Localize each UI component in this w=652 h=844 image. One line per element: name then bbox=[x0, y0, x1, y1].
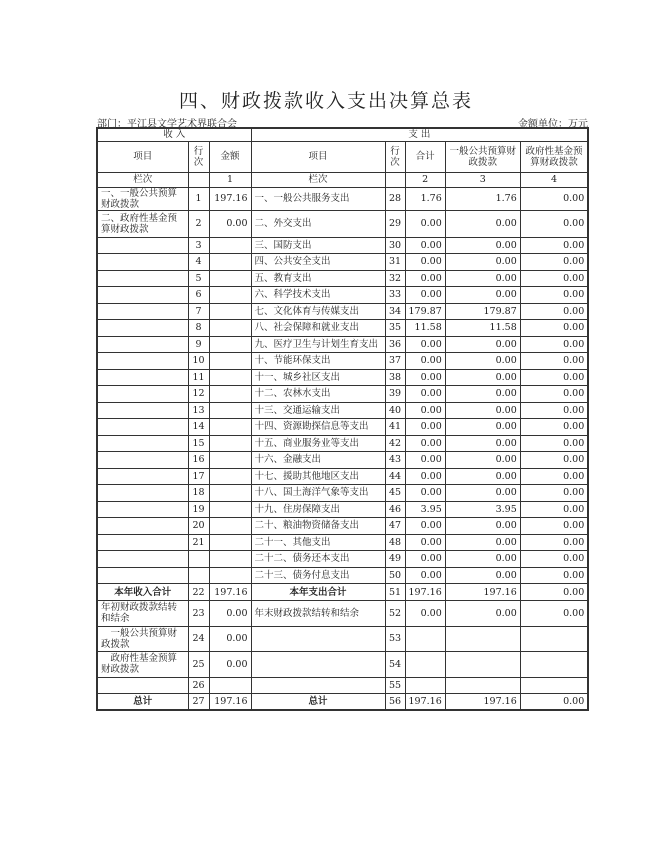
expense-item: 总计 bbox=[251, 694, 385, 711]
expense-item: 十五、商业服务业等支出 bbox=[251, 435, 385, 452]
income-amount bbox=[209, 501, 251, 518]
income-line-no: 22 bbox=[188, 584, 209, 601]
income-line-no: 14 bbox=[188, 419, 209, 436]
general-budget-amount: 0.00 bbox=[445, 369, 520, 386]
expense-total: 11.58 bbox=[405, 320, 445, 337]
expense-total: 0.00 bbox=[405, 419, 445, 436]
expense-line-no: 50 bbox=[385, 567, 405, 584]
income-item: 政府性基金预算财政拨款 bbox=[97, 652, 188, 678]
gov-fund-amount: 0.00 bbox=[520, 402, 588, 419]
income-amount bbox=[209, 287, 251, 304]
gov-fund-amount: 0.00 bbox=[520, 386, 588, 403]
income-amount bbox=[209, 254, 251, 271]
expense-line-no: 32 bbox=[385, 270, 405, 287]
income-item bbox=[97, 369, 188, 386]
general-budget-amount: 0.00 bbox=[445, 452, 520, 469]
income-item bbox=[97, 677, 188, 694]
gov-fund-amount: 0.00 bbox=[520, 501, 588, 518]
income-line-no: 19 bbox=[188, 501, 209, 518]
income-amount bbox=[209, 534, 251, 551]
amount-header: 金额 bbox=[209, 141, 251, 172]
general-budget-amount: 1.76 bbox=[445, 187, 520, 210]
income-item: 一、一般公共预算财政拨款 bbox=[97, 187, 188, 210]
income-line-no: 11 bbox=[188, 369, 209, 386]
expense-item: 十六、金融支出 bbox=[251, 452, 385, 469]
budget-table bbox=[96, 127, 589, 711]
general-budget-amount: 0.00 bbox=[445, 468, 520, 485]
general-budget-amount: 0.00 bbox=[445, 386, 520, 403]
expense-total: 0.00 bbox=[405, 452, 445, 469]
gov-fund-amount: 0.00 bbox=[520, 518, 588, 535]
expense-item: 本年支出合计 bbox=[251, 584, 385, 601]
table-row bbox=[97, 485, 588, 502]
income-item bbox=[97, 270, 188, 287]
income-item bbox=[97, 320, 188, 337]
expense-total: 0.00 bbox=[405, 468, 445, 485]
gov-fund-amount bbox=[520, 652, 588, 678]
general-budget-amount bbox=[445, 652, 520, 678]
expense-item: 九、医疗卫生与计划生育支出 bbox=[251, 336, 385, 353]
expense-total bbox=[405, 652, 445, 678]
gov-fund-amount: 0.00 bbox=[520, 452, 588, 469]
expense-item: 七、文化体育与传媒支出 bbox=[251, 303, 385, 320]
table-row bbox=[97, 694, 588, 711]
gov-fund-amount: 0.00 bbox=[520, 694, 588, 711]
gov-fund-amount bbox=[520, 626, 588, 652]
table-row bbox=[97, 677, 588, 694]
income-item bbox=[97, 353, 188, 370]
gov-fund-amount: 0.00 bbox=[520, 584, 588, 601]
gov-fund-amount: 0.00 bbox=[520, 534, 588, 551]
expense-line-no: 44 bbox=[385, 468, 405, 485]
gov-fund-amount: 0.00 bbox=[520, 237, 588, 254]
expense-line-no: 51 bbox=[385, 584, 405, 601]
expense-total: 0.00 bbox=[405, 435, 445, 452]
expense-header: 支 出 bbox=[251, 128, 588, 141]
col-label: 栏次 bbox=[251, 172, 385, 187]
income-amount bbox=[209, 237, 251, 254]
income-line-no bbox=[188, 567, 209, 584]
income-amount bbox=[209, 303, 251, 320]
income-item bbox=[97, 518, 188, 535]
expense-item bbox=[251, 652, 385, 678]
table-row bbox=[97, 353, 588, 370]
table-row bbox=[97, 567, 588, 584]
income-line-no: 20 bbox=[188, 518, 209, 535]
gov-fund-amount: 0.00 bbox=[520, 551, 588, 568]
income-item bbox=[97, 303, 188, 320]
table-row bbox=[97, 551, 588, 568]
income-item bbox=[97, 551, 188, 568]
table-row bbox=[97, 584, 588, 601]
table-row bbox=[97, 254, 588, 271]
expense-line-no: 39 bbox=[385, 386, 405, 403]
empty-cell bbox=[385, 172, 405, 187]
income-item bbox=[97, 419, 188, 436]
general-budget-amount: 0.00 bbox=[445, 336, 520, 353]
expense-total: 0.00 bbox=[405, 551, 445, 568]
income-line-no bbox=[188, 551, 209, 568]
general-budget-amount: 0.00 bbox=[445, 237, 520, 254]
expense-line-no: 42 bbox=[385, 435, 405, 452]
income-item: 二、政府性基金预算财政拨款 bbox=[97, 210, 188, 237]
income-line-no: 7 bbox=[188, 303, 209, 320]
general-budget-amount bbox=[445, 626, 520, 652]
income-line-no: 17 bbox=[188, 468, 209, 485]
income-line-no: 10 bbox=[188, 353, 209, 370]
general-budget-amount: 0.00 bbox=[445, 601, 520, 627]
gov-fund-amount: 0.00 bbox=[520, 353, 588, 370]
expense-line-no: 35 bbox=[385, 320, 405, 337]
gov-fund-amount: 0.00 bbox=[520, 601, 588, 627]
gov-fund-amount: 0.00 bbox=[520, 369, 588, 386]
income-line-no: 8 bbox=[188, 320, 209, 337]
expense-line-no: 48 bbox=[385, 534, 405, 551]
income-item bbox=[97, 468, 188, 485]
income-line-no: 16 bbox=[188, 452, 209, 469]
table-row bbox=[97, 652, 588, 678]
expense-item: 十一、城乡社区支出 bbox=[251, 369, 385, 386]
table-row bbox=[97, 336, 588, 353]
expense-line-no: 53 bbox=[385, 626, 405, 652]
expense-total: 0.00 bbox=[405, 210, 445, 237]
general-budget-header: 一般公共预算财政拨款 bbox=[445, 141, 520, 172]
expense-item: 八、社会保障和就业支出 bbox=[251, 320, 385, 337]
expense-line-no: 34 bbox=[385, 303, 405, 320]
gov-fund-amount: 0.00 bbox=[520, 320, 588, 337]
expense-total: 179.87 bbox=[405, 303, 445, 320]
income-line-no: 12 bbox=[188, 386, 209, 403]
expense-total: 0.00 bbox=[405, 353, 445, 370]
income-amount bbox=[209, 452, 251, 469]
income-line-no: 23 bbox=[188, 601, 209, 627]
expense-line-no: 54 bbox=[385, 652, 405, 678]
col-4: 4 bbox=[520, 172, 588, 187]
expense-line-no: 31 bbox=[385, 254, 405, 271]
page-title: 四、财政拨款收入支出决算总表 bbox=[178, 90, 473, 112]
general-budget-amount: 0.00 bbox=[445, 402, 520, 419]
expense-line-no: 38 bbox=[385, 369, 405, 386]
expense-total: 0.00 bbox=[405, 237, 445, 254]
expense-line-no: 40 bbox=[385, 402, 405, 419]
expense-total: 0.00 bbox=[405, 386, 445, 403]
income-line-no: 13 bbox=[188, 402, 209, 419]
col-2: 2 bbox=[405, 172, 445, 187]
income-amount bbox=[209, 353, 251, 370]
expense-item bbox=[251, 626, 385, 652]
col-3: 3 bbox=[445, 172, 520, 187]
col-label: 栏次 bbox=[97, 172, 188, 187]
table-row bbox=[97, 601, 588, 627]
expense-item: 二、外交支出 bbox=[251, 210, 385, 237]
expense-line-no: 56 bbox=[385, 694, 405, 711]
income-line-no: 4 bbox=[188, 254, 209, 271]
expense-item: 三、国防支出 bbox=[251, 237, 385, 254]
general-budget-amount: 0.00 bbox=[445, 518, 520, 535]
general-budget-amount: 0.00 bbox=[445, 254, 520, 271]
expense-line-no: 52 bbox=[385, 601, 405, 627]
expense-line-no: 41 bbox=[385, 419, 405, 436]
expense-total: 0.00 bbox=[405, 601, 445, 627]
table-row bbox=[97, 287, 588, 304]
income-line-no: 2 bbox=[188, 210, 209, 237]
expense-item: 十九、住房保障支出 bbox=[251, 501, 385, 518]
income-header: 收 入 bbox=[97, 128, 251, 141]
income-line-no: 1 bbox=[188, 187, 209, 210]
general-budget-amount: 179.87 bbox=[445, 303, 520, 320]
table-row bbox=[97, 468, 588, 485]
expense-line-no: 37 bbox=[385, 353, 405, 370]
income-item bbox=[97, 567, 188, 584]
expense-total: 0.00 bbox=[405, 287, 445, 304]
income-line-no: 24 bbox=[188, 626, 209, 652]
expense-total: 0.00 bbox=[405, 567, 445, 584]
table-row bbox=[97, 187, 588, 210]
expense-item: 十二、农林水支出 bbox=[251, 386, 385, 403]
expense-item: 十七、援助其他地区支出 bbox=[251, 468, 385, 485]
income-amount: 197.16 bbox=[209, 694, 251, 711]
income-amount bbox=[209, 320, 251, 337]
income-amount bbox=[209, 485, 251, 502]
income-amount bbox=[209, 567, 251, 584]
expense-total: 0.00 bbox=[405, 270, 445, 287]
expense-total: 0.00 bbox=[405, 518, 445, 535]
gov-fund-amount: 0.00 bbox=[520, 485, 588, 502]
expense-item: 十三、交通运输支出 bbox=[251, 402, 385, 419]
expense-item: 二十一、其他支出 bbox=[251, 534, 385, 551]
income-item-header: 项目 bbox=[97, 141, 188, 172]
expense-item: 二十三、债务付息支出 bbox=[251, 567, 385, 584]
table-row bbox=[97, 534, 588, 551]
empty-cell bbox=[188, 172, 209, 187]
total-header: 合计 bbox=[405, 141, 445, 172]
expense-item-header: 项目 bbox=[251, 141, 385, 172]
income-item: 本年收入合计 bbox=[97, 584, 188, 601]
general-budget-amount: 197.16 bbox=[445, 584, 520, 601]
income-amount: 0.00 bbox=[209, 652, 251, 678]
unit-label: 金额单位：万元 bbox=[518, 119, 588, 130]
table-row bbox=[97, 626, 588, 652]
table-row bbox=[97, 501, 588, 518]
income-item bbox=[97, 287, 188, 304]
income-amount bbox=[209, 419, 251, 436]
income-amount bbox=[209, 551, 251, 568]
expense-total: 0.00 bbox=[405, 336, 445, 353]
income-item bbox=[97, 336, 188, 353]
expense-line-no: 33 bbox=[385, 287, 405, 304]
expense-line-no: 45 bbox=[385, 485, 405, 502]
table-row bbox=[97, 402, 588, 419]
table-row bbox=[97, 435, 588, 452]
gov-fund-amount: 0.00 bbox=[520, 336, 588, 353]
income-amount bbox=[209, 518, 251, 535]
gov-fund-amount: 0.00 bbox=[520, 303, 588, 320]
income-item bbox=[97, 485, 188, 502]
general-budget-amount: 0.00 bbox=[445, 210, 520, 237]
expense-line-header: 行次 bbox=[385, 141, 405, 172]
income-item bbox=[97, 501, 188, 518]
gov-fund-amount: 0.00 bbox=[520, 287, 588, 304]
income-item bbox=[97, 254, 188, 271]
income-line-no: 6 bbox=[188, 287, 209, 304]
expense-total: 0.00 bbox=[405, 534, 445, 551]
table-row bbox=[97, 320, 588, 337]
income-item: 一般公共预算财政拨款 bbox=[97, 626, 188, 652]
general-budget-amount: 3.95 bbox=[445, 501, 520, 518]
income-line-no: 21 bbox=[188, 534, 209, 551]
gov-fund-header: 政府性基金预算财政拨款 bbox=[520, 141, 588, 172]
income-amount bbox=[209, 435, 251, 452]
income-line-no: 18 bbox=[188, 485, 209, 502]
table-row bbox=[97, 210, 588, 237]
income-amount: 197.16 bbox=[209, 584, 251, 601]
table-row bbox=[97, 369, 588, 386]
income-amount bbox=[209, 369, 251, 386]
income-item: 总计 bbox=[97, 694, 188, 711]
general-budget-amount: 0.00 bbox=[445, 567, 520, 584]
expense-line-no: 55 bbox=[385, 677, 405, 694]
income-item bbox=[97, 402, 188, 419]
general-budget-amount: 0.00 bbox=[445, 353, 520, 370]
general-budget-amount: 0.00 bbox=[445, 551, 520, 568]
expense-item: 二十二、债务还本支出 bbox=[251, 551, 385, 568]
table-row bbox=[97, 270, 588, 287]
col-1: 1 bbox=[209, 172, 251, 187]
expense-item: 年末财政拨款结转和结余 bbox=[251, 601, 385, 627]
gov-fund-amount bbox=[520, 677, 588, 694]
expense-total bbox=[405, 677, 445, 694]
table-row bbox=[97, 452, 588, 469]
expense-total: 3.95 bbox=[405, 501, 445, 518]
expense-total: 0.00 bbox=[405, 485, 445, 502]
expense-line-no: 46 bbox=[385, 501, 405, 518]
income-amount bbox=[209, 270, 251, 287]
expense-line-no: 28 bbox=[385, 187, 405, 210]
income-amount bbox=[209, 468, 251, 485]
table-row bbox=[97, 386, 588, 403]
income-item bbox=[97, 237, 188, 254]
income-amount bbox=[209, 402, 251, 419]
expense-total: 0.00 bbox=[405, 254, 445, 271]
expense-line-no: 36 bbox=[385, 336, 405, 353]
expense-item: 五、教育支出 bbox=[251, 270, 385, 287]
income-amount: 0.00 bbox=[209, 210, 251, 237]
expense-item: 十八、国土海洋气象等支出 bbox=[251, 485, 385, 502]
general-budget-amount: 0.00 bbox=[445, 270, 520, 287]
income-item bbox=[97, 435, 188, 452]
table-row bbox=[97, 237, 588, 254]
expense-item: 六、科学技术支出 bbox=[251, 287, 385, 304]
income-item bbox=[97, 386, 188, 403]
general-budget-amount: 0.00 bbox=[445, 485, 520, 502]
table-row bbox=[97, 419, 588, 436]
expense-line-no: 43 bbox=[385, 452, 405, 469]
gov-fund-amount: 0.00 bbox=[520, 435, 588, 452]
general-budget-amount: 0.00 bbox=[445, 287, 520, 304]
gov-fund-amount: 0.00 bbox=[520, 210, 588, 237]
income-amount bbox=[209, 386, 251, 403]
gov-fund-amount: 0.00 bbox=[520, 419, 588, 436]
expense-item: 一、一般公共服务支出 bbox=[251, 187, 385, 210]
income-line-no: 3 bbox=[188, 237, 209, 254]
gov-fund-amount: 0.00 bbox=[520, 187, 588, 210]
income-line-no: 26 bbox=[188, 677, 209, 694]
income-amount: 0.00 bbox=[209, 601, 251, 627]
expense-line-no: 29 bbox=[385, 210, 405, 237]
gov-fund-amount: 0.00 bbox=[520, 567, 588, 584]
income-line-no: 9 bbox=[188, 336, 209, 353]
expense-line-no: 30 bbox=[385, 237, 405, 254]
income-line-header: 行次 bbox=[188, 141, 209, 172]
expense-item: 十四、资源勘探信息等支出 bbox=[251, 419, 385, 436]
general-budget-amount: 11.58 bbox=[445, 320, 520, 337]
expense-item bbox=[251, 677, 385, 694]
income-item bbox=[97, 452, 188, 469]
income-amount: 197.16 bbox=[209, 187, 251, 210]
income-amount bbox=[209, 336, 251, 353]
income-item bbox=[97, 534, 188, 551]
department-label: 部门：平江县文学艺术界联合会 bbox=[97, 119, 237, 130]
expense-line-no: 47 bbox=[385, 518, 405, 535]
expense-total: 0.00 bbox=[405, 369, 445, 386]
income-item: 年初财政拨款结转和结余 bbox=[97, 601, 188, 627]
income-line-no: 5 bbox=[188, 270, 209, 287]
gov-fund-amount: 0.00 bbox=[520, 468, 588, 485]
gov-fund-amount: 0.00 bbox=[520, 254, 588, 271]
income-line-no: 25 bbox=[188, 652, 209, 678]
income-line-no: 27 bbox=[188, 694, 209, 711]
expense-item: 二十、粮油物资储备支出 bbox=[251, 518, 385, 535]
expense-total bbox=[405, 626, 445, 652]
expense-total: 0.00 bbox=[405, 402, 445, 419]
expense-total: 1.76 bbox=[405, 187, 445, 210]
general-budget-amount: 0.00 bbox=[445, 419, 520, 436]
income-line-no: 15 bbox=[188, 435, 209, 452]
general-budget-amount: 197.16 bbox=[445, 694, 520, 711]
expense-total: 197.16 bbox=[405, 694, 445, 711]
general-budget-amount: 0.00 bbox=[445, 435, 520, 452]
table-row bbox=[97, 303, 588, 320]
expense-item: 四、公共安全支出 bbox=[251, 254, 385, 271]
expense-item: 十、节能环保支出 bbox=[251, 353, 385, 370]
income-amount: 0.00 bbox=[209, 626, 251, 652]
general-budget-amount bbox=[445, 677, 520, 694]
income-amount bbox=[209, 677, 251, 694]
expense-total: 197.16 bbox=[405, 584, 445, 601]
gov-fund-amount: 0.00 bbox=[520, 270, 588, 287]
table-row bbox=[97, 518, 588, 535]
general-budget-amount: 0.00 bbox=[445, 534, 520, 551]
expense-line-no: 49 bbox=[385, 551, 405, 568]
